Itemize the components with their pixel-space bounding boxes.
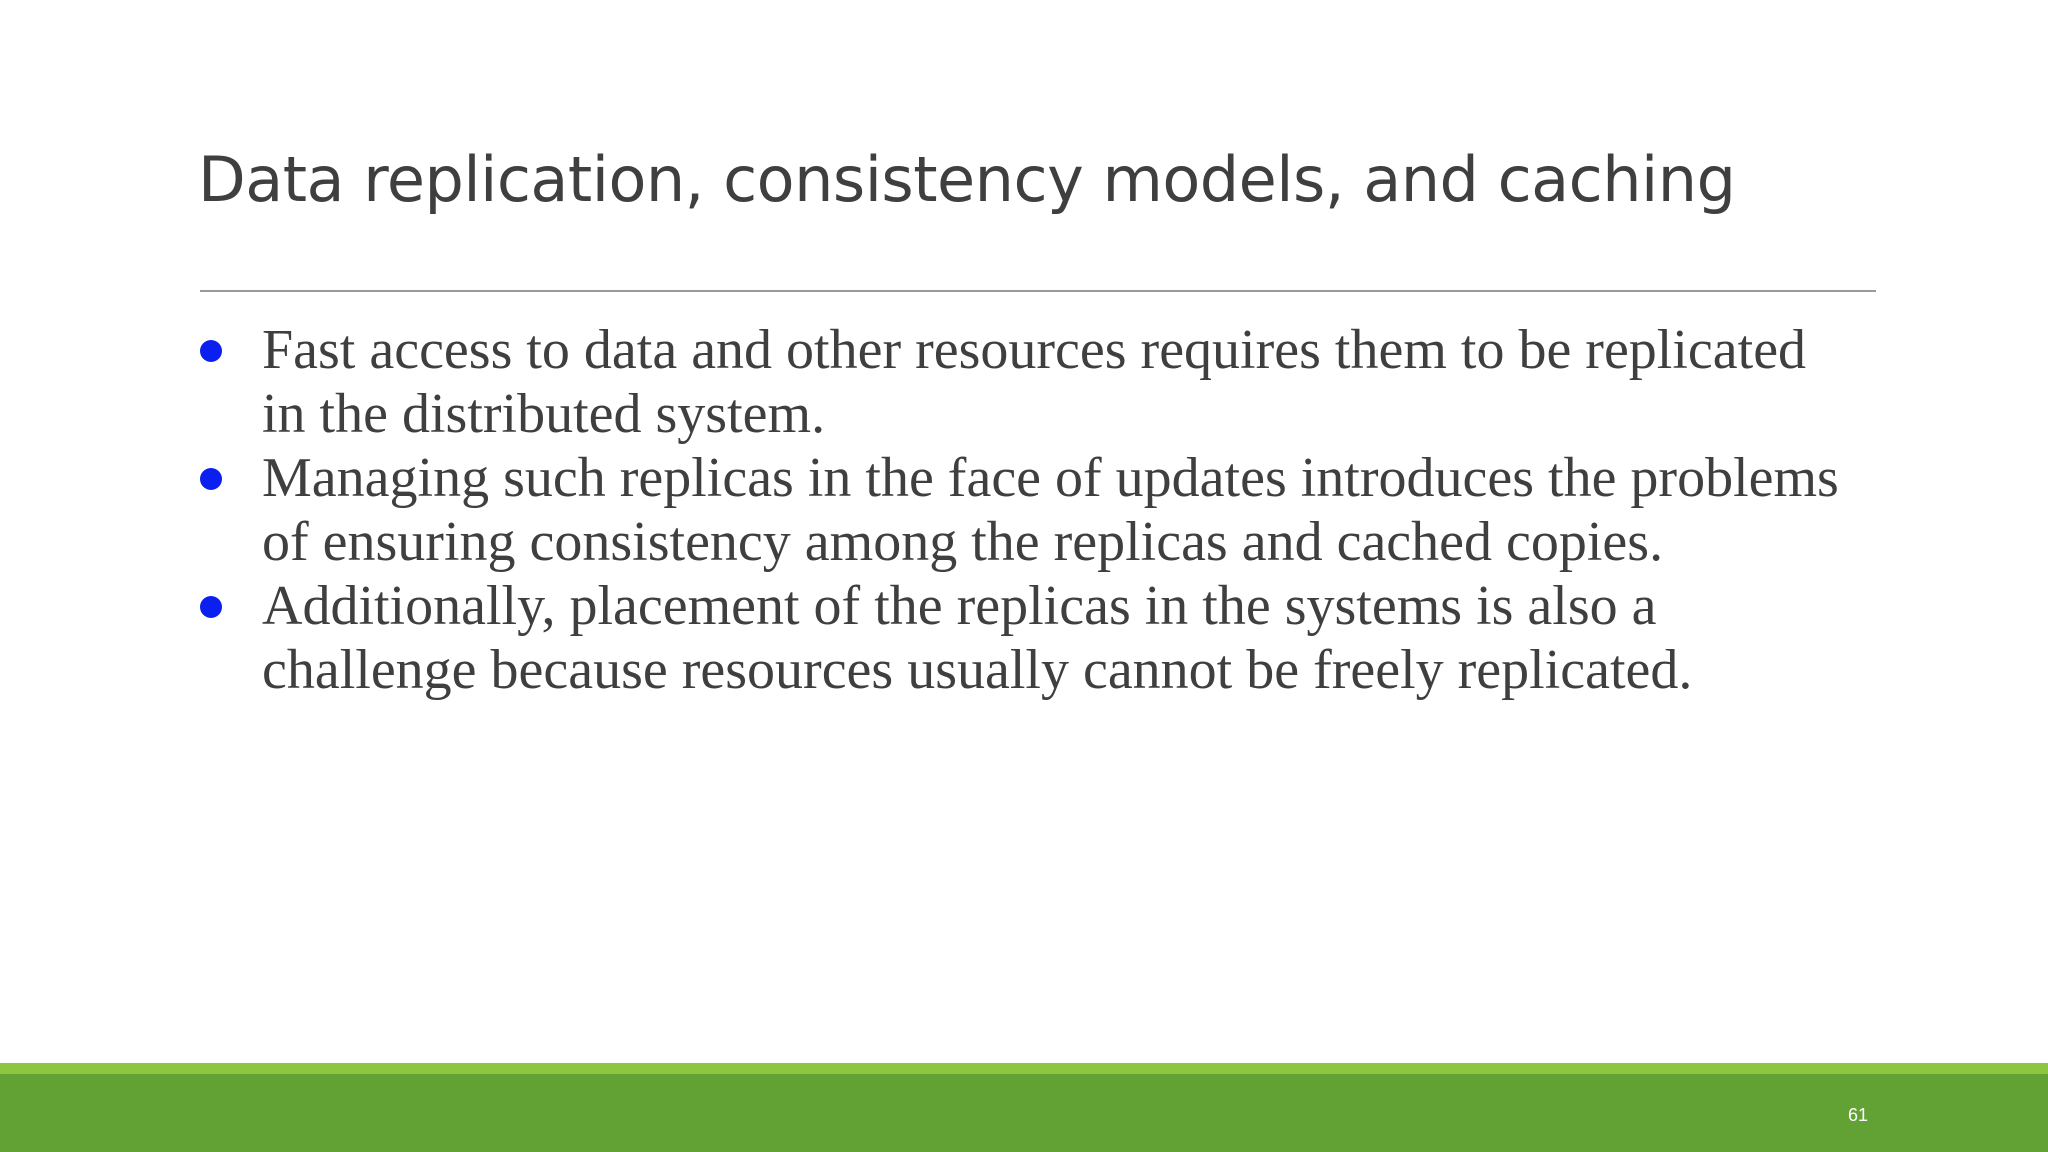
bullet-dot-icon: [200, 468, 222, 490]
title-divider: [200, 290, 1876, 292]
bullet-dot-icon: [200, 340, 222, 362]
bullet-text: Additionally, placement of the replicas in the systems is also a challenge because resources usually cannot be freely replicated.: [262, 575, 1693, 701]
bullet-dot-icon: [200, 596, 222, 618]
page-number: 61: [1847, 1105, 1868, 1125]
footer-bar: [0, 1074, 2048, 1152]
footer-accent-strip: [0, 1063, 2048, 1074]
slide-title: Data replication, consistency models, and caching: [198, 143, 1736, 216]
bullet-list: [200, 318, 1860, 702]
bullet-text: Managing such replicas in the face of updates introduces the problems of ensuring consistency among the replicas and cached copies.: [262, 447, 1839, 573]
bullet-item: [200, 574, 1860, 702]
bullet-text: Fast access to data and other resources requires them to be replicated in the distributed system.: [262, 319, 1807, 445]
bullet-item: [200, 318, 1860, 446]
bullet-item: [200, 446, 1860, 574]
